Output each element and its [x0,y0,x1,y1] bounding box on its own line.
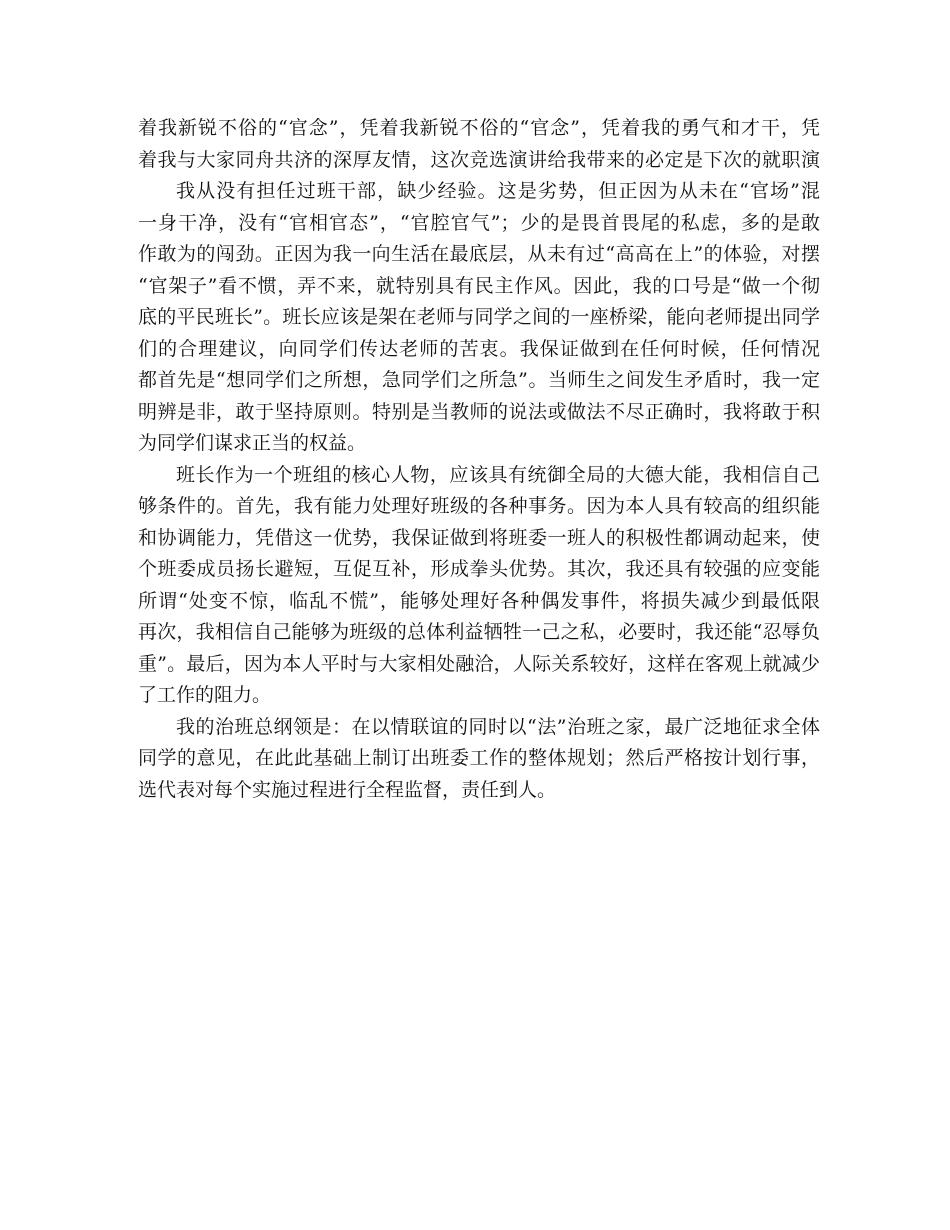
paragraph-3 [138,460,820,712]
text-line: 够条件的。首先，我有能力处理好班级的各种事务。因为本人具有较高的组织能 [138,495,820,517]
text-line: 个班委成员扬长避短，互促互补，形成拳头优势。其次，我还具有较强的应变能 [138,558,820,580]
text-line: 底的平民班长”。班长应该是架在老师与同学之间的一座桥梁，能向老师提出同学 [138,306,820,328]
text-line: 我的治班总纲领是：在以情联谊的同时以“法”治班之家，最广泛地征求全体 [176,715,820,738]
text-line: 一身干净，没有“官相官态”，“官腔官气”；少的是畏首畏尾的私虑，多的是敢 [138,211,820,234]
text-line: 重”。最后，因为本人平时与大家相处融洽，人际关系较好，这样在客观上就减少 [138,652,820,675]
text-line: 选代表对每个实施过程进行全程监督，责任到人。 [138,778,557,801]
text-line: 明辨是非，敢于坚持原则。特别是当教师的说法或做法不尽正确时，我将敢于积 [138,400,820,423]
text-line: 作敢为的闯劲。正因为我一向生活在最底层，从未有过“高高在上”的体验，对摆 [138,243,820,265]
text-line: 和协调能力，凭借这一优势，我保证做到将班委一班人的积极性都调动起来，使 [138,526,820,549]
text-line: 为同学们谋求正当的权益。 [138,432,367,454]
text-line: 着我新锐不俗的“官念”，凭着我新锐不俗的“官念”，凭着我的勇气和才干，凭 [138,117,820,139]
text-line: 们的合理建议，向同学们传达老师的苦衷。我保证做到在任何时候，任何情况 [138,337,820,360]
text-line: 了工作的阻力。 [138,684,272,706]
text-line: 同学的意见，在此此基础上制订出班委工作的整体规划；然后严格按计划行事， [138,747,820,769]
document-body [138,113,820,806]
text-line: “官架子”看不惯，弄不来，就特别具有民主作风。因此，我的口号是“做一个彻 [138,274,820,297]
text-line: 我从没有担任过班干部，缺少经验。这是劣势，但正因为从未在“官场”混 [176,180,820,202]
text-line: 再次，我相信自己能够为班级的总体利益牺牲一己之私，必要时，我还能“忍辱负 [138,621,820,643]
text-line: 班长作为一个班组的核心人物，应该具有统御全局的大德大能，我相信自己 [176,463,820,486]
text-line: 都首先是“想同学们之所想，急同学们之所急”。当师生之间发生矛盾时，我一定 [138,369,820,391]
paragraph-4 [138,712,820,807]
paragraph-1 [138,113,820,176]
paragraph-2 [138,176,820,460]
text-line: 着我与大家同舟共济的深厚友情，这次竞选演讲给我带来的必定是下次的就职演 [138,148,820,171]
text-line: 所谓“处变不惊，临乱不慌”，能够处理好各种偶发事件，将损失减少到最低限 [138,589,820,612]
